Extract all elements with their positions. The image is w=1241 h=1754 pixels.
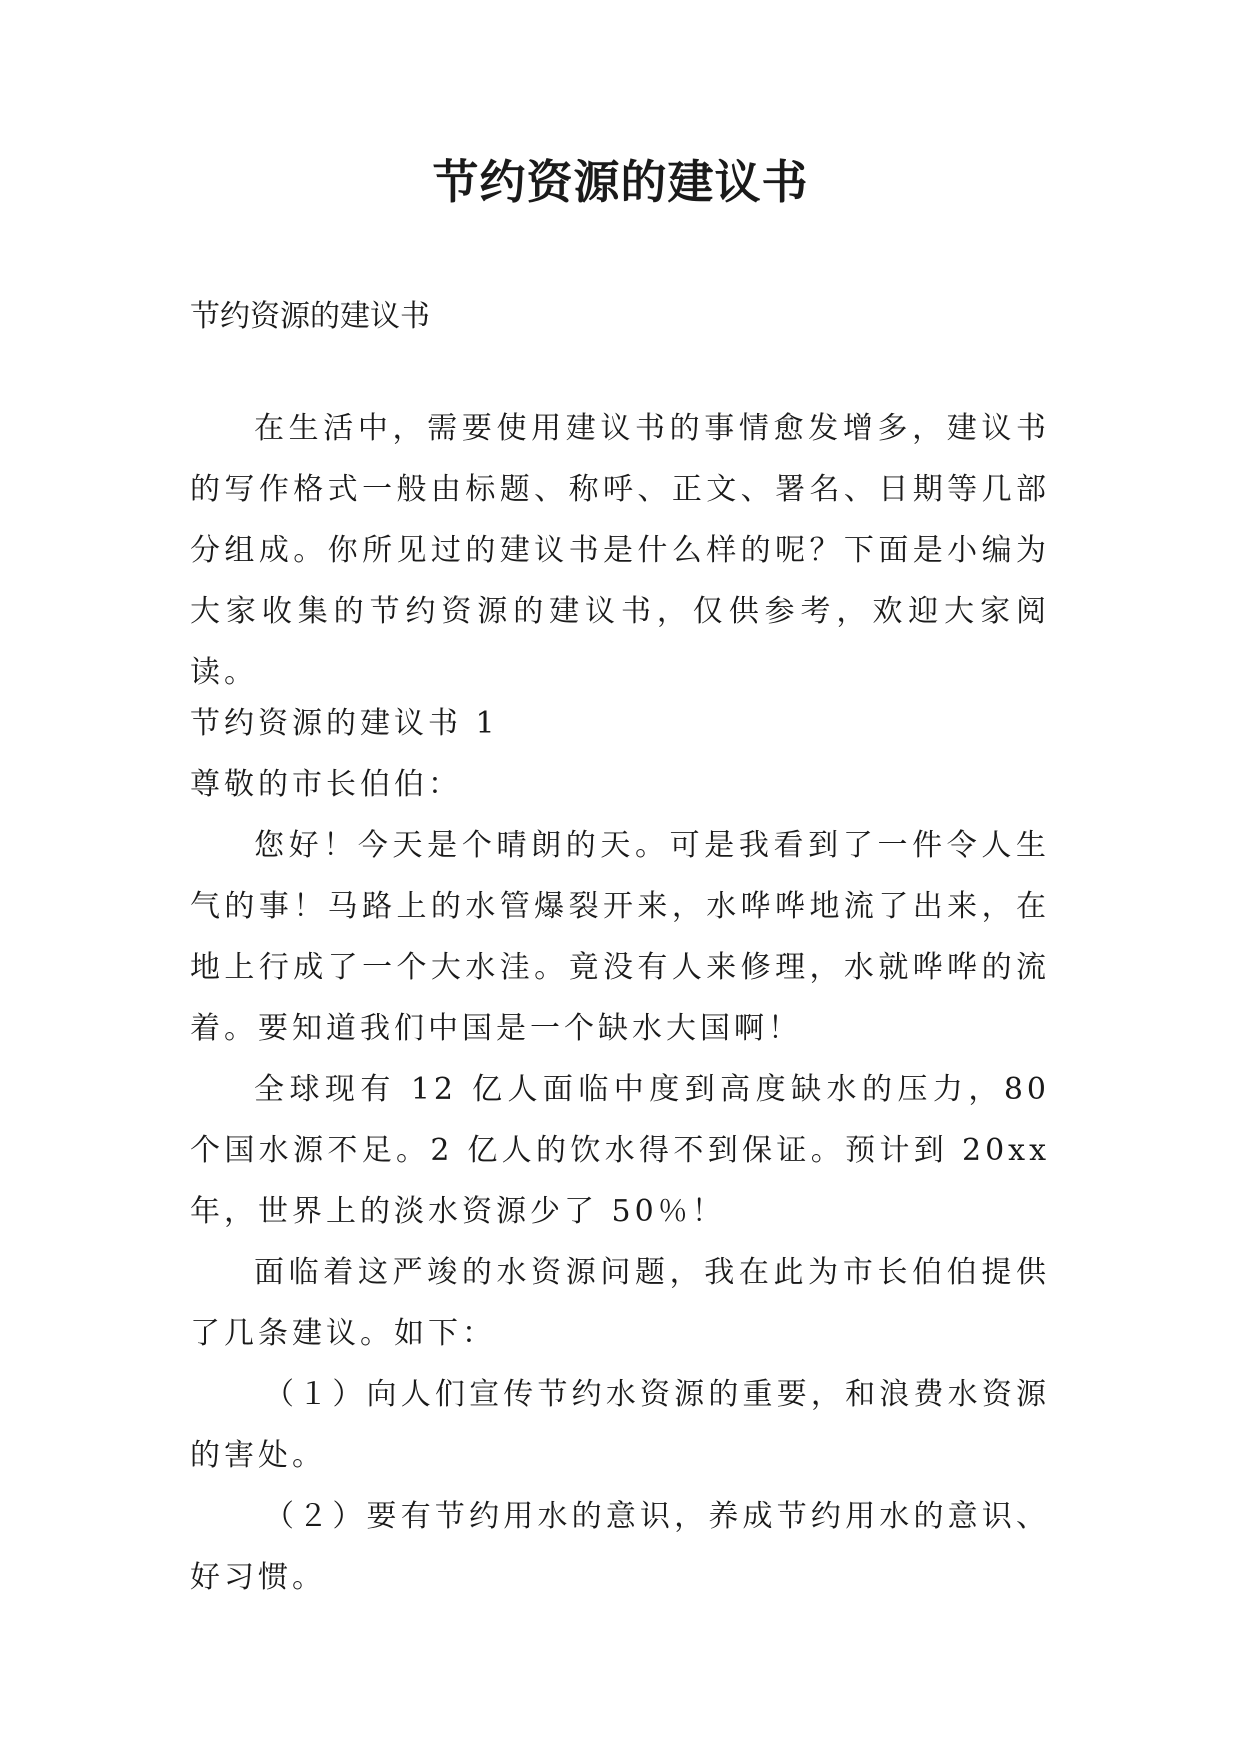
document-subtitle: 节约资源的建议书 <box>190 299 430 334</box>
suggestion-item: （１）向人们宣传节约水资源的重要，和浪费水资源的害处。 <box>190 1377 1050 1473</box>
suggestion-item: （２）要有节约用水的意识，养成节约用水的意识、好习惯。 <box>190 1499 1050 1595</box>
letter-section <box>190 693 1050 1608</box>
body-paragraph: 您好！今天是个晴朗的天。可是我看到了一件令人生气的事！马路上的水管爆裂开来，水哗哗地流了出来，在地上行成了一个大水洼。竟没有人来修理，水就哗哗的流着。要知道我们中国是一个缺水大国啊！ <box>190 828 1050 1046</box>
document-title: 节约资源的建议书 <box>432 155 809 209</box>
intro-section <box>190 398 1050 703</box>
body-paragraph: 面临着这严竣的水资源问题，我在此为市长伯伯提供了几条建议。如下： <box>190 1255 1050 1351</box>
section-heading: 节约资源的建议书 1 <box>190 706 499 741</box>
intro-paragraph: 在生活中，需要使用建议书的事情愈发增多，建议书的写作格式一般由标题、称呼、正文、署名、日期等几部分组成。你所见过的建议书是什么样的呢？下面是小编为大家收集的节约资源的建议书，仅供参考，欢迎大家阅读。 <box>190 411 1050 690</box>
salutation: 尊敬的市长伯伯： <box>190 767 462 802</box>
body-paragraph: 全球现有 12 亿人面临中度到高度缺水的压力，80 个国水源不足。2 亿人的饮水得不到保证。预计到 20xx 年，世界上的淡水资源少了 50％！ <box>190 1072 1050 1229</box>
